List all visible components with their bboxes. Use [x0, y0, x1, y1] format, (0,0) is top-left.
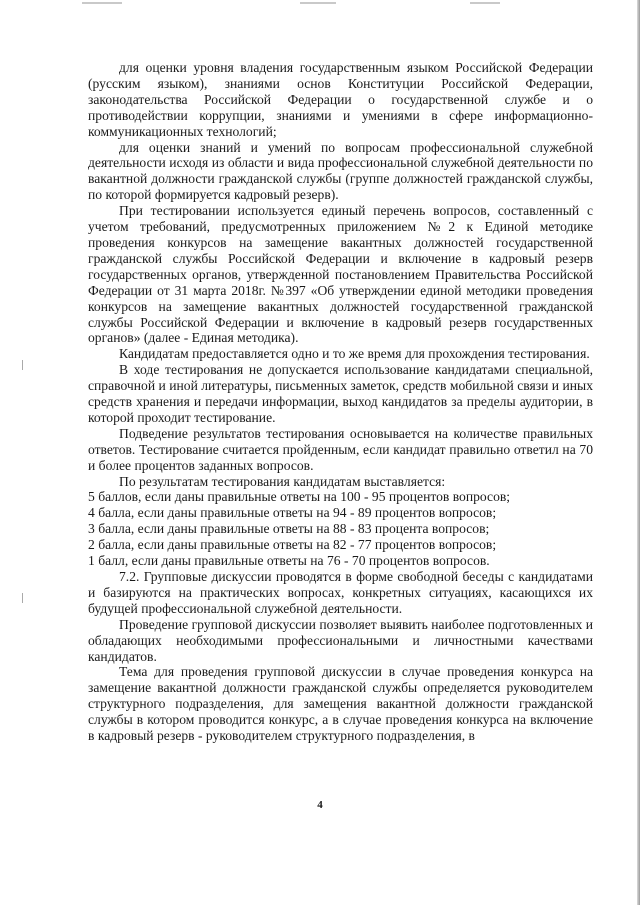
list-item: 4 балла, если даны правильные ответы на 94 - 89 процентов вопросов; [88, 505, 497, 521]
paragraph: 7.2. Групповые дискуссии проводятся в форме свободной беседы с кандидатами и базируются на практических вопросах, конкретных ситуациях, касающихся их будущей профессиональной служебной деятельности. [88, 569, 593, 616]
paragraph: для оценки уровня владения государственным языком Российской Федерации (русским языком), знаниями основ Конституции Российской Федерации, законодательства Российской Федерации о государственной службе и о противодействии коррупции, знаниями и умениями в сфере информационно-коммуникационных технологий; [88, 60, 593, 139]
paragraph: При тестировании используется единый перечень вопросов, составленный с учетом требований, предусмотренных приложением №2 к Единой методике проведения конкурсов на замещение вакантных должностей государственной гражданской службы Российской Федерации и включение в кадровый резерв государственных органов, утвержденной постановлением Правительства Российской Федерации от 31 марта 2018г. №397 «Об утверждении единой методики проведения конкурсов на замещение вакантных должностей государственной гражданской службы Российской Федерации и включение в кадровый резерв государственных органов» (далее - Единая методика). [88, 203, 593, 346]
list-item: 3 балла, если даны правильные ответы на 88 - 83 процента вопросов; [88, 521, 490, 537]
scan-artifact [22, 593, 27, 603]
scan-artifact [300, 2, 336, 4]
page-number: 4 [317, 799, 323, 811]
list-item: 5 баллов, если даны правильные ответы на 100 - 95 процентов вопросов; [88, 489, 511, 505]
list-item: 2 балла, если даны правильные ответы на 82 - 77 процентов вопросов; [88, 537, 497, 553]
list-item: 1 балл, если даны правильные ответы на 76 - 70 процентов вопросов. [88, 553, 490, 569]
paragraph: Кандидатам предоставляется одно и то же время для прохождения тестирования. [119, 346, 590, 362]
paragraph: По результатам тестирования кандидатам выставляется: [119, 473, 446, 489]
paragraph: для оценки знаний и умений по вопросам профессиональной служебной деятельности исходя из области и вида профессиональной служебной деятельности по вакантной должности гражданской службы (группе должностей гражданской службы, по которой формируется кадровый резерв). [88, 139, 593, 203]
paragraph: Тема для проведения групповой дискуссии в случае проведения конкурса на замещение вакантной должности гражданской службы определяется руководителем структурного подразделения, для замещения вакантной должности гражданской службы в котором проводится конкурс, а в случае проведения конкурса на включение в кадровый резерв - руководителем структурного подразделения, в [88, 664, 593, 744]
paragraph: Подведение результатов тестирования основывается на количестве правильных ответов. Тестирование считается пройденным, если кандидат правильно ответил на 70 и более процентов заданных вопросов. [88, 425, 593, 473]
paragraph: Проведение групповой дискуссии позволяет выявить наиболее подготовленных и обладающих необходимыми профессиональными и личностными качествами кандидатов. [88, 616, 593, 664]
scan-artifact [470, 2, 500, 4]
scan-artifact [82, 2, 122, 4]
scan-artifact [22, 360, 27, 370]
paragraph: В ходе тестирования не допускается использование кандидатами специальной, справочной и иной литературы, письменных заметок, средств мобильной связи и иных средств хранения и передачи информации, выход кандидатов за пределы аудитории, в которой проходит тестирование. [88, 362, 593, 425]
document-body [88, 60, 593, 744]
